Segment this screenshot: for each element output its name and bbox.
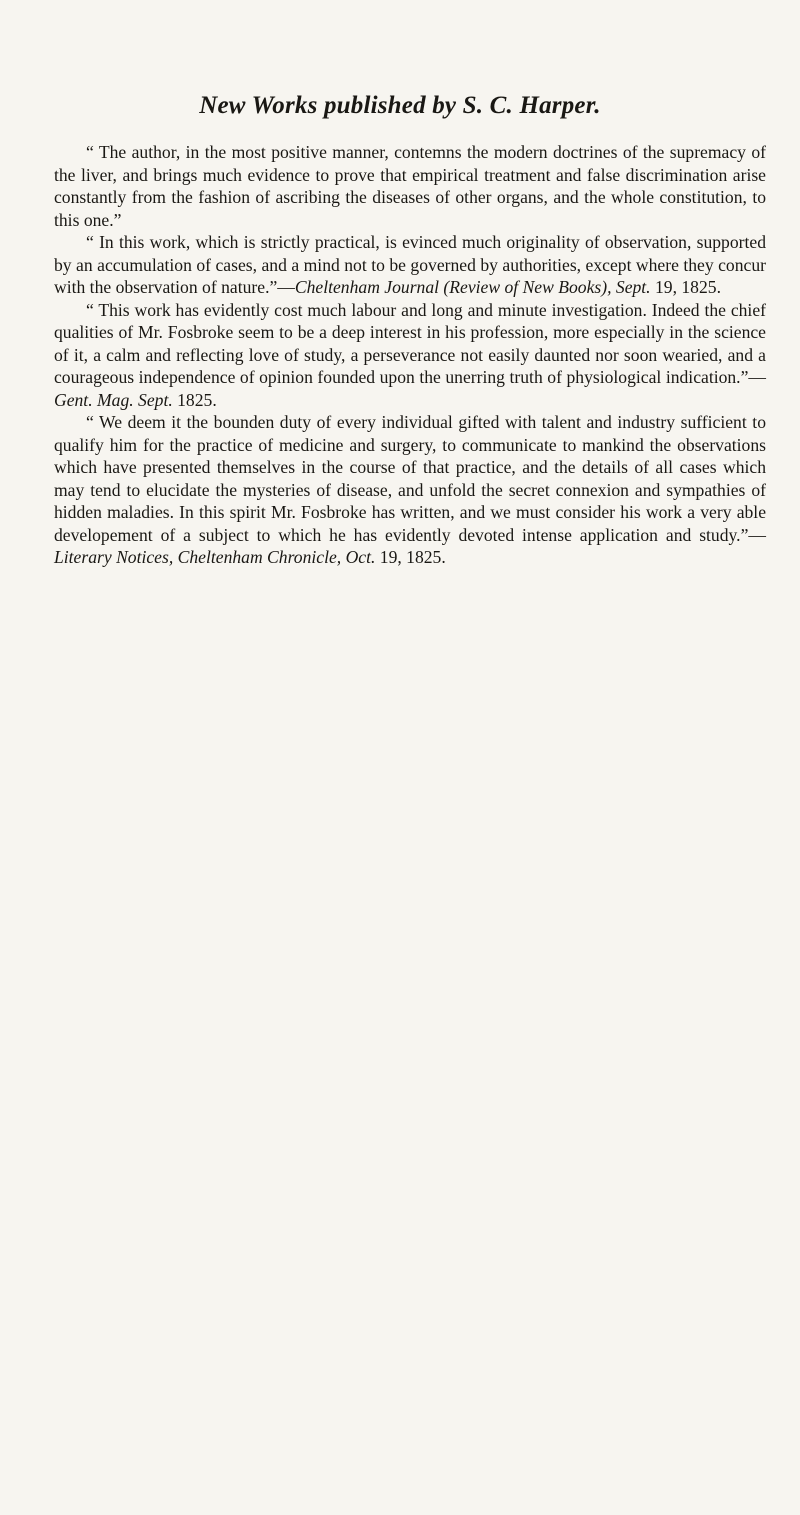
page-title: New Works published by S. C. Harper. — [199, 92, 601, 119]
review-date: 19, 1825. — [650, 277, 721, 297]
review-text: “ The author, in the most positive manner, contemns the modern doctrines of the supremacy of the liver, and brings much evidence to prove that empirical treatment and false discrimination arise constantly from the fashion of ascribing the diseases of other organs, and the whole constitution, to this one.” — [54, 142, 766, 230]
review-quotes — [54, 141, 766, 569]
review-text: “ In this work, which is strictly practical, is evinced much originality of observation, supported by an accumulation of cases, and a mind not to be governed by authorities, except where they concur with the observation of nature.”— — [54, 232, 766, 297]
review-citation: Gent. Mag. Sept. — [54, 389, 173, 410]
review-citation: Cheltenham Journal (Review of New Books), Sept. — [294, 277, 651, 297]
review-paragraph-2 — [54, 231, 766, 299]
review-paragraph-1 — [54, 141, 766, 231]
review-date: 19, 1825. — [375, 547, 446, 567]
review-text: “ This work has evidently cost much labour and long and minute investigation. Indeed the chief qualities of Mr. Fosbroke seem to be a deep interest in his profession, more especially in the science of it, a calm and reflecting love of study, a perseverance not easily daunted nor soon wearied, and a courageous independence of opinion founded upon the unerring truth of physiological indication.”— — [54, 299, 766, 387]
review-paragraph-4 — [54, 411, 766, 569]
review-paragraph-3 — [54, 299, 766, 412]
review-text: “ We deem it the bounden duty of every individual gifted with talent and industry sufficient to qualify him for the practice of medicine and surgery, to communicate to mankind the observations which have presented themselves in the course of that practice, and the details of all cases which may tend to elucidate the mysteries of disease, and unfold the secret connexion and sympathies of hidden maladies. In this spirit Mr. Fosbroke has written, and we must consider his work a very able developement of a subject to which he has evidently devoted intense application and study.”— — [54, 412, 766, 545]
review-citation: Literary Notices, Cheltenham Chronicle, Oct. — [54, 547, 376, 567]
review-date: 1825. — [172, 389, 217, 410]
